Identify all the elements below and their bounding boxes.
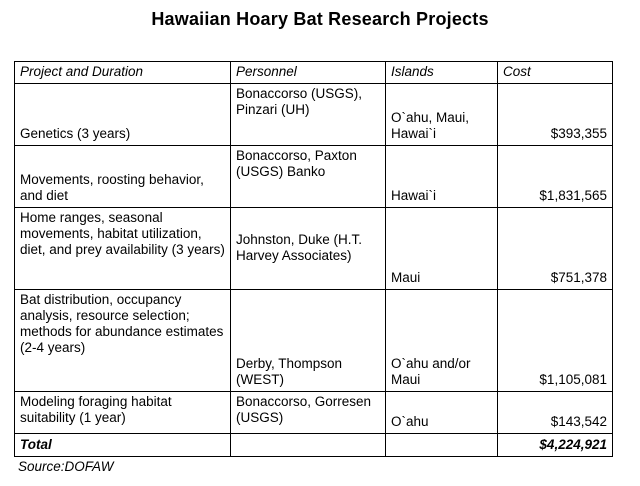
document-page <box>0 9 640 486</box>
cell-islands: O`ahu, Maui, Hawai`i <box>386 83 498 145</box>
total-islands <box>386 433 498 456</box>
cell-cost: $393,355 <box>498 83 613 145</box>
cell-cost: $143,542 <box>498 391 613 433</box>
cell-personnel: Bonaccorso, Paxton (USGS) Banko <box>231 145 386 207</box>
cell-cost: $1,105,081 <box>498 289 613 391</box>
source-note: Source:DOFAW <box>18 459 114 474</box>
research-projects-table-wrapper <box>14 61 612 457</box>
cell-project: Genetics (3 years) <box>15 83 231 145</box>
cell-cost: $1,831,565 <box>498 145 613 207</box>
table-row <box>15 391 613 433</box>
table-header <box>15 62 613 84</box>
column-header-cost: Cost <box>498 62 613 84</box>
cell-project: Movements, roosting behavior, and diet <box>15 145 231 207</box>
column-header-personnel: Personnel <box>231 62 386 84</box>
table-body <box>15 83 613 456</box>
cell-islands: Hawai`i <box>386 145 498 207</box>
column-header-islands: Islands <box>386 62 498 84</box>
cell-personnel: Bonaccorso, Gorresen (USGS) <box>231 391 386 433</box>
cell-project: Bat distribution, occupancy analysis, resource selection; methods for abundance estimates (2-4 years) <box>15 289 231 391</box>
cell-islands: Maui <box>386 207 498 289</box>
cell-islands: O`ahu and/or Maui <box>386 289 498 391</box>
cell-personnel: Derby, Thompson (WEST) <box>231 289 386 391</box>
total-cost: $4,224,921 <box>498 433 613 456</box>
table-row <box>15 145 613 207</box>
cell-cost: $751,378 <box>498 207 613 289</box>
page-title: Hawaiian Hoary Bat Research Projects <box>151 9 489 29</box>
cell-personnel: Johnston, Duke (H.T. Harvey Associates) <box>231 207 386 289</box>
total-personnel <box>231 433 386 456</box>
cell-project: Home ranges, seasonal movements, habitat utilization, diet, and prey availability (3 years) <box>15 207 231 289</box>
cell-islands: O`ahu <box>386 391 498 433</box>
table-row <box>15 83 613 145</box>
total-label: Total <box>15 433 231 456</box>
column-header-project: Project and Duration <box>15 62 231 84</box>
table-row <box>15 207 613 289</box>
research-projects-table <box>14 61 613 457</box>
table-row <box>15 289 613 391</box>
cell-personnel: Bonaccorso (USGS), Pinzari (UH) <box>231 83 386 145</box>
table-header-row <box>15 62 613 84</box>
table-total-row <box>15 433 613 456</box>
cell-project: Modeling foraging habitat suitability (1 year) <box>15 391 231 433</box>
